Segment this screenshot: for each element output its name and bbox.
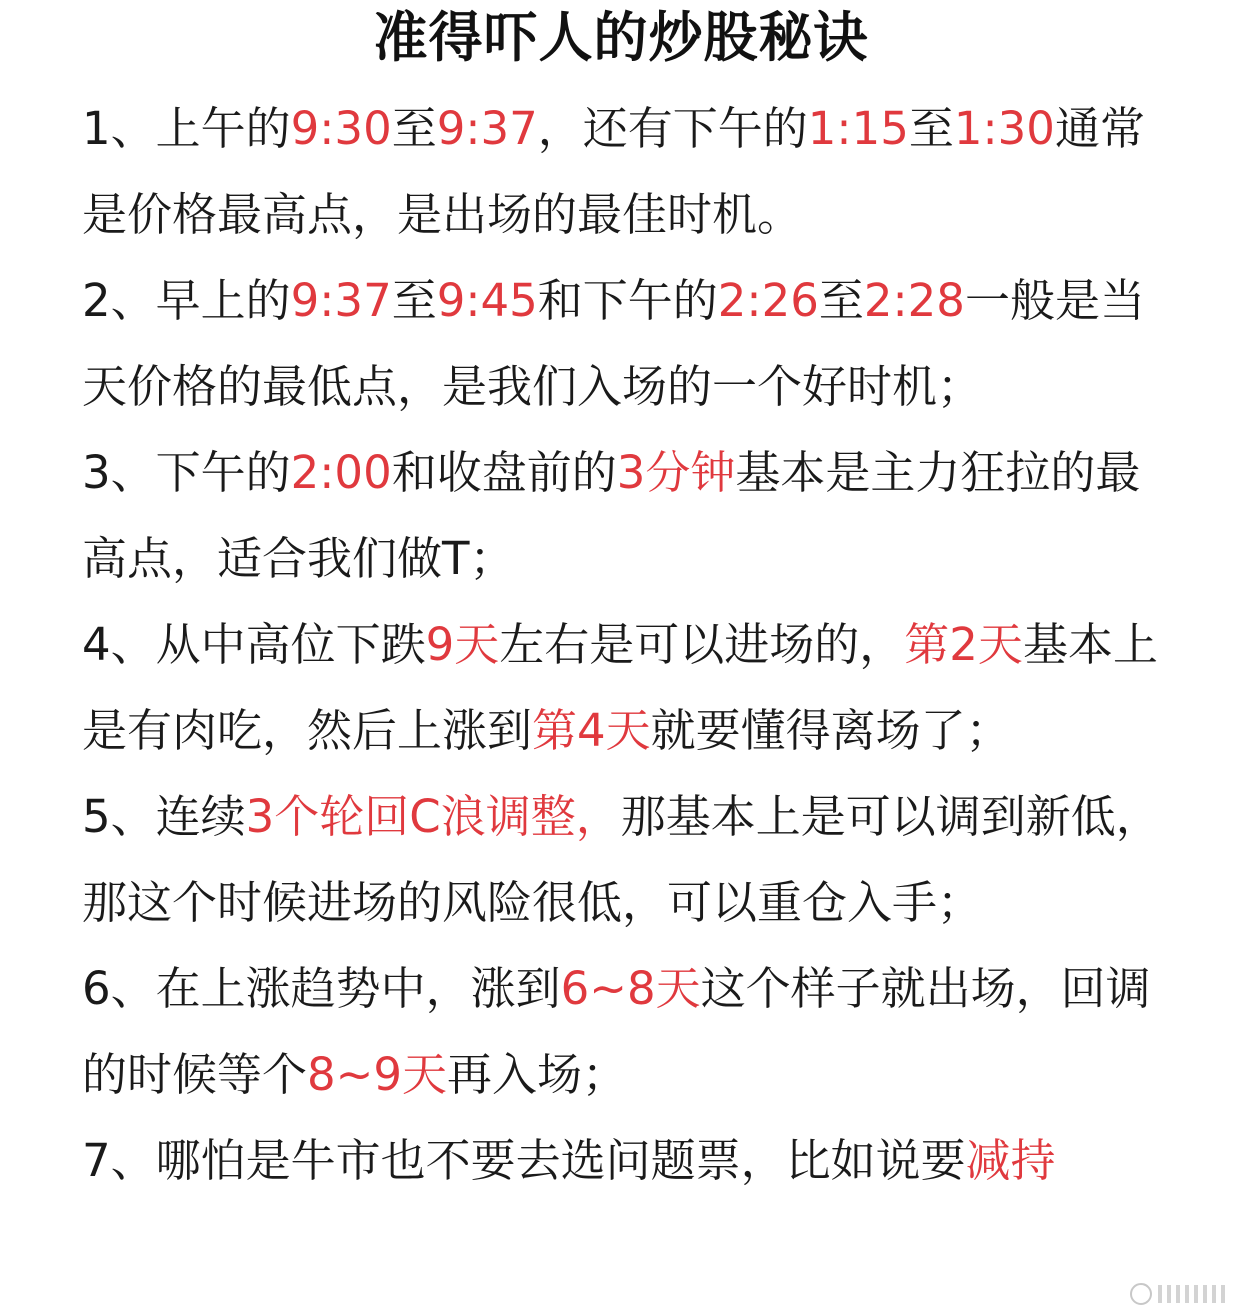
highlight-text: 9:30 bbox=[290, 102, 392, 155]
highlight-text: 9:45 bbox=[436, 274, 538, 327]
highlight-text: 3分钟 bbox=[616, 446, 736, 499]
page-title: 准得吓人的炒股秘诀 bbox=[373, 6, 869, 69]
body-text: 基本上是有肉吃，然后上涨到 bbox=[82, 618, 1158, 757]
body-text: 再入场； bbox=[446, 1048, 627, 1101]
body-text: 5、连续 bbox=[82, 790, 246, 843]
highlight-text: 9天 bbox=[425, 618, 500, 671]
body-text: 至 bbox=[391, 274, 437, 327]
body-text: 4、从中高位下跌 bbox=[82, 618, 426, 671]
tip-paragraph-3 bbox=[82, 430, 1172, 602]
body-text: 2、早上的 bbox=[82, 274, 291, 327]
highlight-text: 9:37 bbox=[290, 274, 392, 327]
body-text: 3、下午的 bbox=[82, 446, 291, 499]
body-text: 那基本上是可以调到新低，那这个时候进场的风险很低，可以重仓入手； bbox=[82, 790, 1161, 929]
highlight-text: 第2天 bbox=[904, 618, 1023, 671]
highlight-text: 9:37 bbox=[436, 102, 538, 155]
watermark-logo-icon bbox=[1130, 1283, 1152, 1305]
body-text: 7、哪怕是牛市也不要去选问题票，比如说要 bbox=[82, 1134, 966, 1187]
highlight-text: 8~9天 bbox=[307, 1048, 447, 1101]
highlight-text: 减持 bbox=[965, 1134, 1056, 1187]
body-text: 至 bbox=[818, 274, 864, 327]
body-text: ，还有下午的 bbox=[537, 102, 808, 155]
highlight-text: 1:15 bbox=[807, 102, 909, 155]
watermark-icon bbox=[1130, 1283, 1228, 1305]
body-text: 就要懂得离场了； bbox=[650, 704, 1011, 757]
body-text: 至 bbox=[391, 102, 437, 155]
highlight-text: 1:30 bbox=[953, 102, 1055, 155]
tip-paragraph-1 bbox=[82, 86, 1172, 258]
body-text: 和下午的 bbox=[537, 274, 718, 327]
watermark-mark-icon bbox=[1158, 1285, 1228, 1303]
tip-paragraph-2 bbox=[82, 258, 1172, 430]
tip-paragraph-7 bbox=[82, 1118, 1172, 1204]
body-text: 这个样子就出场，回调的时候等个 bbox=[82, 962, 1151, 1101]
highlight-text: 2:00 bbox=[290, 446, 392, 499]
highlight-text: 第4天 bbox=[532, 704, 651, 757]
tip-paragraph-4 bbox=[82, 602, 1172, 774]
article-body bbox=[82, 86, 1172, 1204]
body-text: 通常是价格最高点，是出场的最佳时机。 bbox=[82, 102, 1145, 241]
body-text: 和收盘前的 bbox=[391, 446, 617, 499]
body-text: 6、在上涨趋势中，涨到 bbox=[82, 962, 561, 1015]
body-text: 至 bbox=[908, 102, 954, 155]
tip-paragraph-5 bbox=[82, 774, 1172, 946]
highlight-text: 3个轮回C浪调整， bbox=[245, 790, 621, 843]
highlight-text: 2:28 bbox=[863, 274, 965, 327]
highlight-text: 6~8天 bbox=[560, 962, 701, 1015]
body-text: 左右是可以进场的， bbox=[499, 618, 905, 671]
body-text: 一般是当天价格的最低点，是我们入场的一个好时机； bbox=[82, 274, 1145, 413]
highlight-text: 2:26 bbox=[717, 274, 819, 327]
body-text: 1、上午的 bbox=[82, 102, 291, 155]
body-text: 基本是主力狂拉的最高点，适合我们做T； bbox=[82, 446, 1141, 585]
tip-paragraph-6 bbox=[82, 946, 1172, 1118]
